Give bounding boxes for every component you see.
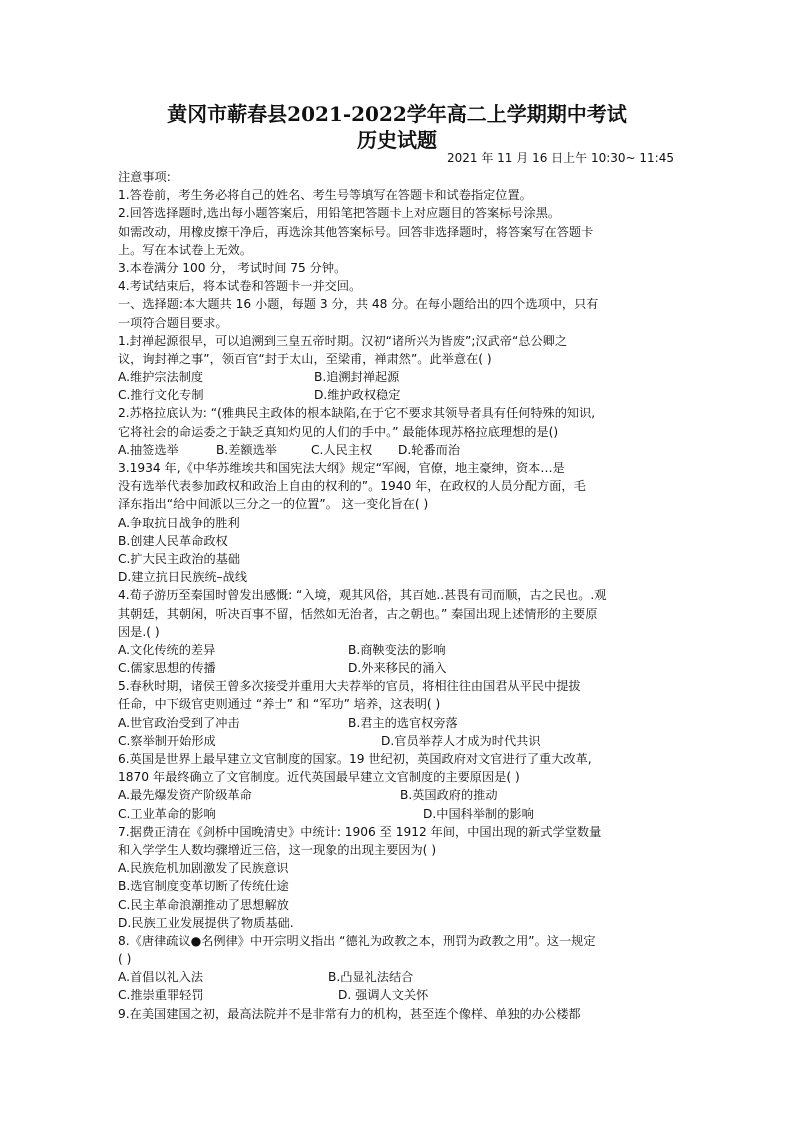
- question-1-stem: 议，询封禅之事”，领百官“封于太山，至梁甫，禅肃然”。此举意在( ): [118, 351, 492, 366]
- question-7-stem: 7.据费正清在《剑桥中国晚清史》中统计: 1906 至 1912 年间，中国出现的新式学堂数量: [118, 824, 602, 839]
- option-a: A.民族危机加剧激发了民族意识: [118, 861, 289, 876]
- question-6-options-row: [118, 805, 688, 823]
- option-b: B.英国政府的推动: [400, 788, 498, 803]
- option-c: C.民主革命浪潮推动了思想解放: [118, 897, 289, 912]
- question-2-stem: 它将社会的命运委之于缺乏真知灼见的人们的手中。” 最能体现苏格拉底理想的是(): [118, 424, 559, 439]
- question-5-stem: 任命，中下级官吏则通过 “养士” 和 “军功” 培养，这表明( ): [118, 697, 441, 712]
- option-a: A.争取抗日战争的胜利: [118, 515, 240, 530]
- option-d: D.外来移民的涌入: [348, 661, 447, 676]
- question-2-stem: 2.苏格拉底认为: “(雅典民主政体的根本缺陷,在于它不要求其领导者具有任何特殊的知识,: [118, 406, 596, 421]
- option-b: B.商鞅变法的影响: [348, 642, 446, 657]
- option-a: A.抽签选举: [118, 442, 179, 457]
- exam-date: 2021 年 11 月 16 日上午 10:30~ 11:45: [447, 151, 674, 165]
- option-c: C.察举制开始形成: [118, 733, 216, 748]
- question-9-stem: 9.在美国建国之初，最高法院并不是非常有力的机构，甚至连个像样、单独的办公楼都: [118, 1006, 581, 1021]
- option-a: A.文化传统的差异: [118, 642, 216, 657]
- exam-title: 黄冈市蕲春县2021-2022学年高二上学期期中考试: [167, 102, 627, 126]
- option-c: C.工业革命的影响: [118, 806, 216, 821]
- question-2-options-row: [118, 441, 688, 459]
- question-5-options-row: [118, 714, 688, 732]
- question-7-stem: 和入学学生人数均骤增近三倍，这一现象的出现主要因为( ): [118, 842, 437, 857]
- option-d: D.轮番而治: [398, 442, 461, 457]
- question-3-stem: 3.1934 年,《中华苏维埃共和国宪法大纲》规定“军阀，官僚，地主豪绅，资本…是: [118, 461, 565, 475]
- note-line: 2.回答选择题时,选出每小题答案后，用铅笔把答题卡上对应题目的答案标号涂黑。: [118, 206, 561, 221]
- note-line: 4.考试结束后，将本试卷和答题卡一并交回。: [118, 279, 362, 294]
- exam-body: [118, 168, 688, 1023]
- question-1-options-row: [118, 386, 688, 404]
- note-line: 1.答卷前，考生务必将自己的姓名、考生号等填写在答题卡和试卷指定位置。: [118, 188, 532, 203]
- option-c: C.扩大民主政治的基础: [118, 551, 241, 566]
- option-b: B.追溯封禅起源: [314, 370, 400, 385]
- option-b: B.选官制度变革切断了传统仕途: [118, 879, 289, 894]
- option-d: D.建立抗日民族统–战线: [118, 570, 248, 585]
- note-line: 3.本卷满分 100 分， 考试时间 75 分钟。: [118, 260, 347, 275]
- notes-heading: 注意事项:: [118, 170, 171, 184]
- option-d: D.民族工业发展提供了物质基础.: [118, 915, 294, 930]
- option-b: B.凸显礼法结合: [328, 970, 414, 985]
- section-instructions: 一项符合题目要求。: [118, 315, 228, 330]
- question-4-stem: 因是.( ): [118, 624, 160, 639]
- option-a: A.首倡以礼入法: [118, 970, 204, 985]
- question-4-stem: 4.荀子游历至秦国时曾发出感慨: “入境，观其风俗，其百她..甚畏有司而顺，古之民也。.观: [118, 588, 607, 603]
- option-a: A.最先爆发资产阶级革命: [118, 788, 252, 803]
- option-a: A.维护宗法制度: [118, 370, 204, 385]
- option-b: B.差额选举: [216, 442, 277, 457]
- question-5-options-row: [118, 732, 688, 750]
- question-3-stem: 没有选举代表参加政权和政治上自由的权利的”。1940 年，在政权的人员分配方面，毛: [118, 479, 586, 494]
- note-line: 如需改动，用橡皮擦干净后，再选涂其他答案标号。回答非选择题时，将答案写在答题卡: [118, 224, 594, 239]
- question-6-stem: 6.英国是世界上最早建立文官制度的国家。19 世纪初，英国政府对文官进行了重大改革,: [118, 752, 592, 766]
- question-4-options-row: [118, 659, 688, 677]
- question-4-options-row: [118, 641, 688, 659]
- option-c: C.人民主权: [311, 442, 373, 457]
- option-d: D.维护政权稳定: [314, 388, 401, 403]
- option-c: C.推行文化专制: [118, 388, 204, 403]
- option-d: D.官员举荐人才成为时代共识: [381, 733, 541, 748]
- option-c: C.儒家思想的传播: [118, 661, 216, 676]
- question-6-stem: 1870 年最终确立了文官制度。近代英国最早建立文官制度的主要原因是( ): [118, 770, 520, 785]
- note-line: 上。写在本试卷上无效。: [118, 242, 253, 257]
- question-1-stem: 1.封禅起源很早，可以追溯到三皇五帝时期。汉初“诸所兴为皆废”;汉武帝“总公卿之: [118, 333, 568, 348]
- exam-subtitle: 历史试题: [357, 128, 437, 152]
- option-d: D. 强调人文关怀: [338, 988, 429, 1003]
- option-b: B.创建人民革命政权: [118, 533, 228, 548]
- question-8-options-row: [118, 968, 688, 986]
- question-8-stem: ( ): [118, 952, 132, 967]
- question-4-stem: 其朝廷，其朝闲，听决百事不留，恬然如无治者，古之朝也。” 秦国出现上述情形的主要原: [118, 606, 598, 621]
- question-3-stem: 泽东指出“给中间派以三分之一的位置”。 这一变化旨在( ): [118, 497, 429, 512]
- question-1-options-row: [118, 368, 688, 386]
- question-8-stem: 8.《唐律疏议●名例律》中开宗明义指出 “德礼为政教之本，刑罚为政教之用”。这一规定: [118, 933, 596, 948]
- option-b: B.君主的选官权旁落: [348, 715, 458, 730]
- option-a: A.世官政治受到了冲击: [118, 715, 240, 730]
- question-8-options-row: [118, 986, 688, 1004]
- option-c: C.推崇重罪轻罚: [118, 988, 204, 1003]
- option-d: D.中国科举制的影响: [423, 806, 534, 821]
- question-6-options-row: [118, 786, 688, 804]
- section-instructions: 一、选择题:本大题共 16 小题，每题 3 分，共 48 分。在每小题给出的四个选项中，只有: [118, 297, 599, 312]
- question-5-stem: 5.春秋时期，诸侯王曾多次接受并重用大夫荐举的官员，将相往往由国君从平民中提拔: [118, 679, 581, 694]
